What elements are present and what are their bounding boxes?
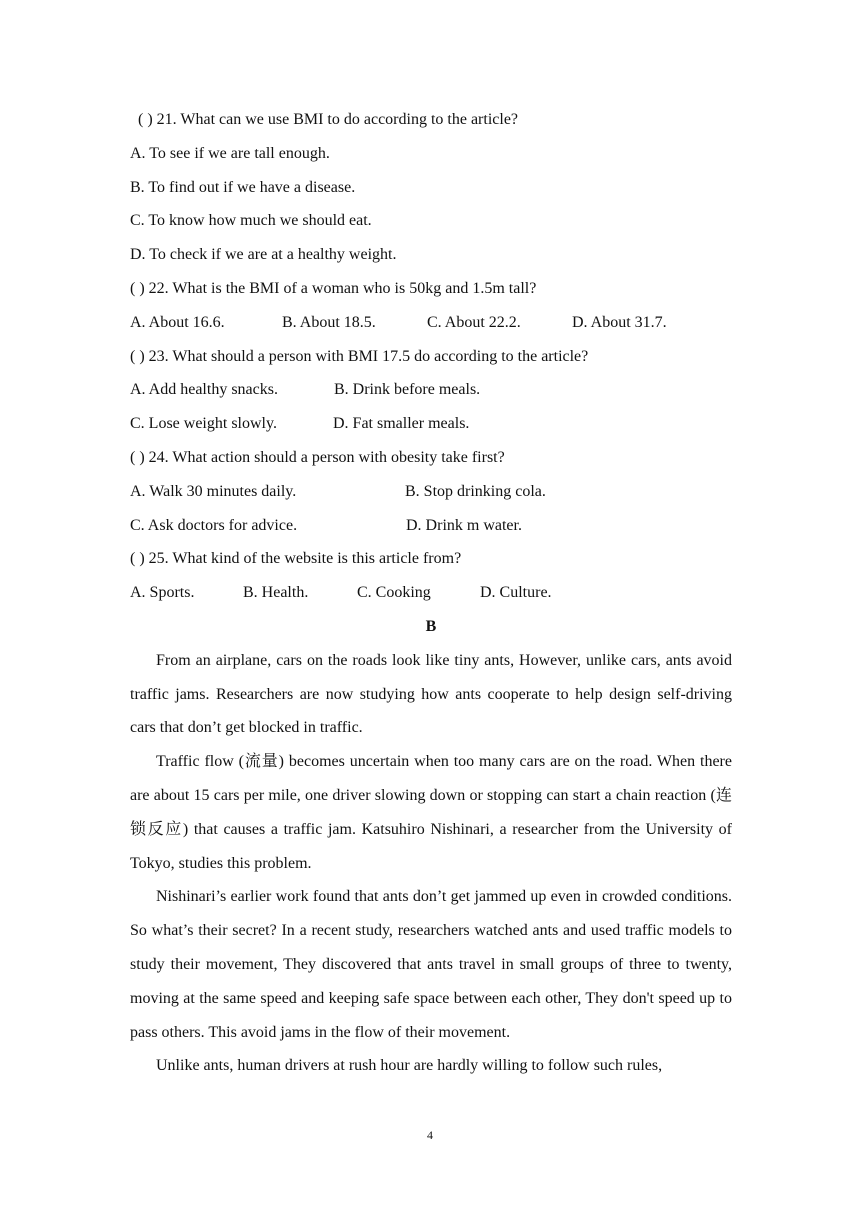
passage: [130, 644, 732, 1083]
question-25-option-d: D. Culture.: [480, 584, 552, 602]
question-22-option-c: C. About 22.2.: [427, 313, 521, 331]
question-25-option-a: A. Sports.: [130, 584, 195, 602]
question-25-stem: ( ) 25. What kind of the website is this article from?: [130, 550, 462, 568]
question-25-option-b: B. Health.: [243, 584, 309, 602]
question-24-option-c: C. Ask doctors for advice.: [130, 516, 298, 534]
question-24-options-row-2: [130, 516, 732, 536]
section-title: B: [425, 617, 437, 635]
question-25-options: [130, 583, 732, 603]
question-21-stem: ( ) 21. What can we use BMI to do according to the article?: [138, 111, 519, 128]
question-23-options-row-1: [130, 380, 732, 400]
question-21-option-a: A. To see if we are tall enough.: [130, 144, 330, 162]
question-24-options-row-1: [130, 482, 732, 502]
question-22-option-d: D. About 31.7.: [572, 313, 667, 331]
passage-paragraph-2: Traffic flow (流量) becomes uncertain when too many cars are on the road. When there are about 15 cars per mile, one driver slowing down or stopping can start a chain reaction (连锁反应) that causes a traffic jam. Katsuhiro Nishinari, a researcher from the University of Tokyo, studies this problem.: [130, 753, 732, 872]
question-23-option-c: C. Lose weight slowly.: [130, 415, 277, 433]
question-21-option-d: D. To check if we are at a healthy weight.: [130, 246, 397, 264]
question-22-option-b: B. About 18.5.: [282, 313, 376, 331]
question-22-option-a: A. About 16.6.: [130, 313, 225, 331]
page-content: [130, 110, 732, 1083]
question-23-option-d: D. Fat smaller meals.: [333, 415, 470, 433]
passage-paragraph-4: Unlike ants, human drivers at rush hour are hardly willing to follow such rules,: [156, 1057, 663, 1075]
question-22-options: [130, 313, 732, 333]
passage-paragraph-1: From an airplane, cars on the roads look like tiny ants, However, unlike cars, ants avoid traffic jams. Researchers are now studying how ants cooperate to help design self-driving cars that don’t get blocked in traffic.: [130, 651, 732, 737]
question-22-stem: ( ) 22. What is the BMI of a woman who is 50kg and 1.5m tall?: [130, 279, 537, 297]
question-24-stem: ( ) 24. What action should a person with obesity take first?: [130, 448, 505, 466]
question-25-option-c: C. Cooking: [357, 584, 431, 602]
question-21-option-b: B. To find out if we have a disease.: [130, 178, 356, 196]
question-23-options-row-2: [130, 414, 732, 434]
page-number: 4: [427, 1128, 433, 1142]
question-24-option-b: B. Stop drinking cola.: [405, 482, 546, 500]
question-24-option-a: A. Walk 30 minutes daily.: [130, 482, 297, 500]
passage-paragraph-3: Nishinari’s earlier work found that ants don’t get jammed up even in crowded conditions. So what’s their secret? In a recent study, researchers watched ants and used traffic models to study their movement, They discovered that ants travel in small groups of three to twenty, moving at the same speed and keeping safe space between each other, They don't speed up to pass others. This avoid jams in the flow of their movement.: [130, 888, 732, 1041]
question-24-option-d: D. Drink m water.: [406, 516, 522, 534]
question-23-option-b: B. Drink before meals.: [334, 381, 481, 399]
question-23-option-a: A. Add healthy snacks.: [130, 381, 278, 399]
question-23-stem: ( ) 23. What should a person with BMI 17.5 do according to the article?: [130, 347, 589, 365]
question-21-option-c: C. To know how much we should eat.: [130, 212, 372, 230]
